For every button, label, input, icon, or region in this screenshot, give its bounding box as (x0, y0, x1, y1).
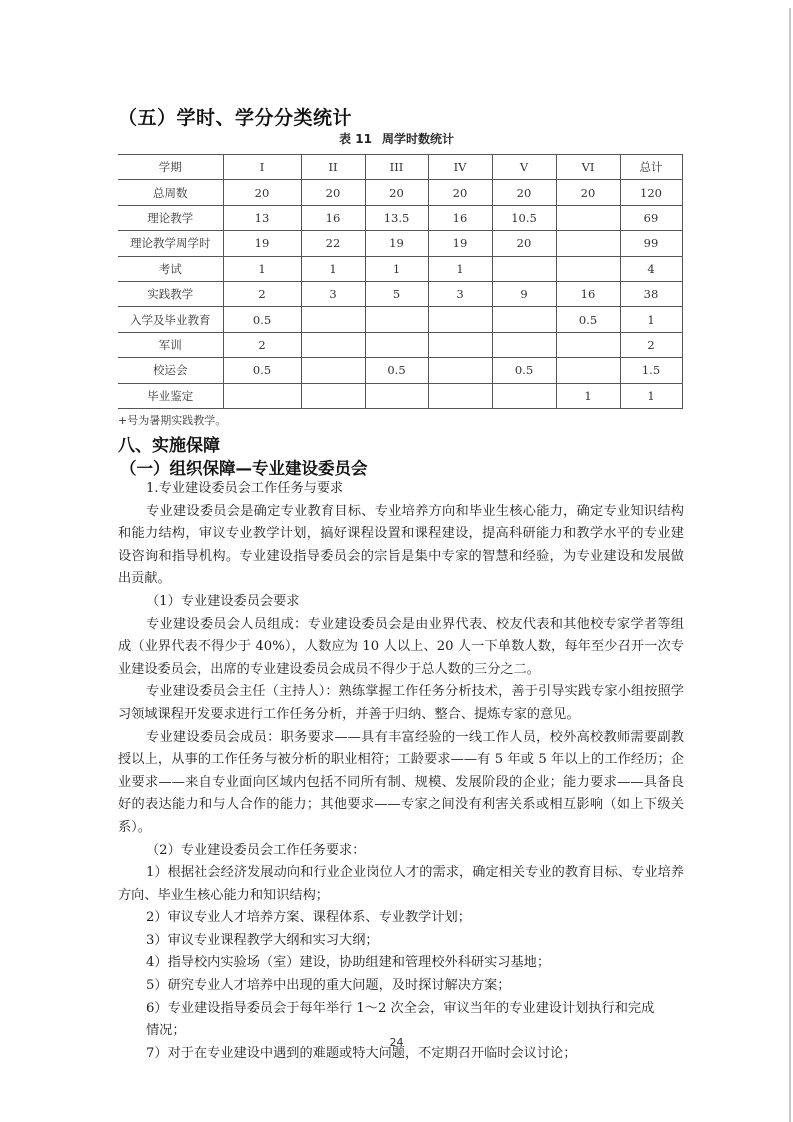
table-cell: 2 (223, 281, 301, 306)
table-cell: 19 (365, 231, 428, 256)
chapter-heading: 八、实施保障 (118, 436, 220, 456)
paragraph: 专业建设委员会成员：职务要求——具有丰富经验的一线工作人员，校外高校教师需要副教授以上，从事的工作任务与被分析的职业相符；工龄要求——有 5 年或 5 年以上的工作经历；企业要求——来自专业面向区域内包括不同所有制、规模、发展阶段的企业；能力要求——具备良好的表达能力和与人合作的能力；其他要求——专家之间没有利害关系或相互影响（如上下级关系）。 (118, 729, 684, 835)
paragraph: 专业建设委员会人员组成：专业建设委员会是由业界代表、校友代表和其他校专家学者等组成（业界代表不得少于 40%），人数应为 10 人以上、20 人一下单数人数，每年至少召开一次专业建设委员会，出席的专业建设委员会成员不得少于总人数的三分之二。 (118, 616, 684, 677)
table-cell: 1 (620, 307, 682, 332)
table-cell: 38 (620, 281, 682, 306)
header-cell: II (301, 155, 365, 180)
table-cell: 0.5 (223, 307, 301, 332)
paragraph: 专业建设委员会是确定专业教育目标、专业培养方向和毕业生核心能力，确定专业知识结构和能力结构，审议专业教学计划，搞好课程设置和课程建设，提高科研能力和教学水平的专业建设咨询和指导机构。专业建设指导委员会的宗旨是集中专家的智慧和经验，为专业建设和发展做出贡献。 (118, 503, 684, 587)
table-cell (492, 256, 556, 281)
table-cell: 16 (428, 205, 492, 230)
table-note: +号为暑期实践教学。 (118, 414, 227, 427)
list-item: 4）指导校内实验场（室）建设，协助组建和管理校外科研实习基地； (146, 955, 551, 971)
list-item: 2）审议专业人才培养方案、课程体系、专业教学计划； (146, 910, 471, 926)
row-label: 校运会 (118, 358, 223, 383)
table-cell: 1.5 (620, 358, 682, 383)
table-cell: 20 (556, 180, 620, 205)
table-row (118, 307, 682, 332)
list-item: 7）对于在专业建设中遇到的难题或特大问题，不定期召开临时会议讨论； (146, 1045, 577, 1061)
table-cell: 13 (223, 205, 301, 230)
header-cell: 总计 (620, 155, 682, 180)
table-cell (428, 383, 492, 408)
table-cell (428, 307, 492, 332)
table-cell: 1 (620, 383, 682, 408)
table-cell: 120 (620, 180, 682, 205)
table-cell (492, 383, 556, 408)
table-row (118, 256, 682, 281)
paragraph-subtitle: （1）专业建设委员会要求 (146, 593, 300, 609)
table-cell: 99 (620, 231, 682, 256)
table-row (118, 231, 682, 256)
section-heading: （五）学时、学分分类统计 (118, 107, 353, 129)
table-cell: 0.5 (556, 307, 620, 332)
table-row (118, 358, 682, 383)
table-cell (556, 256, 620, 281)
table-row (118, 205, 682, 230)
table-header-row (118, 155, 682, 180)
table-cell: 1 (301, 256, 365, 281)
table-cell: 4 (620, 256, 682, 281)
row-label: 理论教学周学时 (118, 231, 223, 256)
table-cell: 20 (492, 231, 556, 256)
table-cell (365, 307, 428, 332)
table-cell: 20 (365, 180, 428, 205)
table-cell: 16 (556, 281, 620, 306)
table-cell: 19 (223, 231, 301, 256)
body-text (118, 478, 684, 1065)
row-label: 总周数 (118, 180, 223, 205)
table-cell: 69 (620, 205, 682, 230)
table-cell: 20 (428, 180, 492, 205)
table-cell: 1 (365, 256, 428, 281)
table-cell: 1 (556, 383, 620, 408)
header-cell: III (365, 155, 428, 180)
table-cell (556, 205, 620, 230)
header-cell: I (223, 155, 301, 180)
table-cell: 0.5 (492, 358, 556, 383)
table-cell: 1 (223, 256, 301, 281)
table-row (118, 180, 682, 205)
table-cell (301, 383, 365, 408)
table-cell (556, 332, 620, 357)
header-cell: VI (556, 155, 620, 180)
table-cell: 2 (620, 332, 682, 357)
table-cell (223, 383, 301, 408)
table-cell: 3 (301, 281, 365, 306)
paragraph-title: 1.专业建设委员会工作任务与要求 (146, 481, 344, 496)
row-label: 军训 (118, 332, 223, 357)
table-cell: 16 (301, 205, 365, 230)
list-item: 5）研究专业人才培养中出现的重大问题，及时探讨解决方案； (146, 978, 511, 994)
row-label: 入学及毕业教育 (118, 307, 223, 332)
header-cell: V (492, 155, 556, 180)
list-item: 6）专业建设指导委员会于每年举行 1～2 次全会，审议当年的专业建设计划执行和完成 (146, 1000, 655, 1016)
table-cell (301, 332, 365, 357)
table-cell: 9 (492, 281, 556, 306)
scan-edge (789, 8, 791, 1122)
table-cell: 22 (301, 231, 365, 256)
paragraph-subtitle: （2）专业建设委员会工作任务要求： (146, 842, 366, 858)
table-cell: 10.5 (492, 205, 556, 230)
table-cell: 0.5 (365, 358, 428, 383)
table-cell: 19 (428, 231, 492, 256)
table-row (118, 281, 682, 306)
row-label: 理论教学 (118, 205, 223, 230)
table-cell (556, 358, 620, 383)
list-item: 3）审议专业课程教学大纲和实习大纲； (146, 932, 379, 948)
row-label: 考试 (118, 256, 223, 281)
table-cell: 3 (428, 281, 492, 306)
list-item: 1）根据社会经济发展动向和行业企业岗位人才的需求，确定相关专业的教育目标、专业培养方向、毕业生核心能力和知识结构； (118, 865, 684, 903)
table-cell (556, 231, 620, 256)
sub-heading: （一）组织保障—专业建设委员会 (120, 459, 368, 478)
table-cell (428, 332, 492, 357)
header-cell: IV (428, 155, 492, 180)
table-caption-number: 表 11 (339, 132, 372, 146)
header-cell: 学期 (118, 155, 223, 180)
table-cell (492, 307, 556, 332)
table-cell: 1 (428, 256, 492, 281)
row-label: 毕业鉴定 (118, 383, 223, 408)
table-caption (0, 130, 793, 147)
paragraph: 专业建设委员会主任（主持人）：熟练掌握工作任务分析技术，善于引导实践专家小组按照学习领域课程开发要求进行工作任务分析，并善于归纳、整合、提炼专家的意见。 (118, 684, 684, 722)
table-caption-title: 周学时数统计 (381, 132, 454, 146)
table-cell: 20 (301, 180, 365, 205)
page-number: 24 (389, 1036, 404, 1049)
row-label: 实践教学 (118, 281, 223, 306)
table-row (118, 332, 682, 357)
list-item-continuation: 情况； (146, 1023, 186, 1039)
table-cell: 5 (365, 281, 428, 306)
table-cell: 13.5 (365, 205, 428, 230)
table-cell (492, 332, 556, 357)
table-cell: 20 (492, 180, 556, 205)
table-cell: 0.5 (223, 358, 301, 383)
table-cell (365, 332, 428, 357)
table-cell (428, 358, 492, 383)
weekly-hours-table (118, 154, 683, 409)
table-cell: 20 (223, 180, 301, 205)
table-cell (365, 383, 428, 408)
table-cell (301, 307, 365, 332)
table-row (118, 383, 682, 408)
table-cell (301, 358, 365, 383)
table-cell: 2 (223, 332, 301, 357)
